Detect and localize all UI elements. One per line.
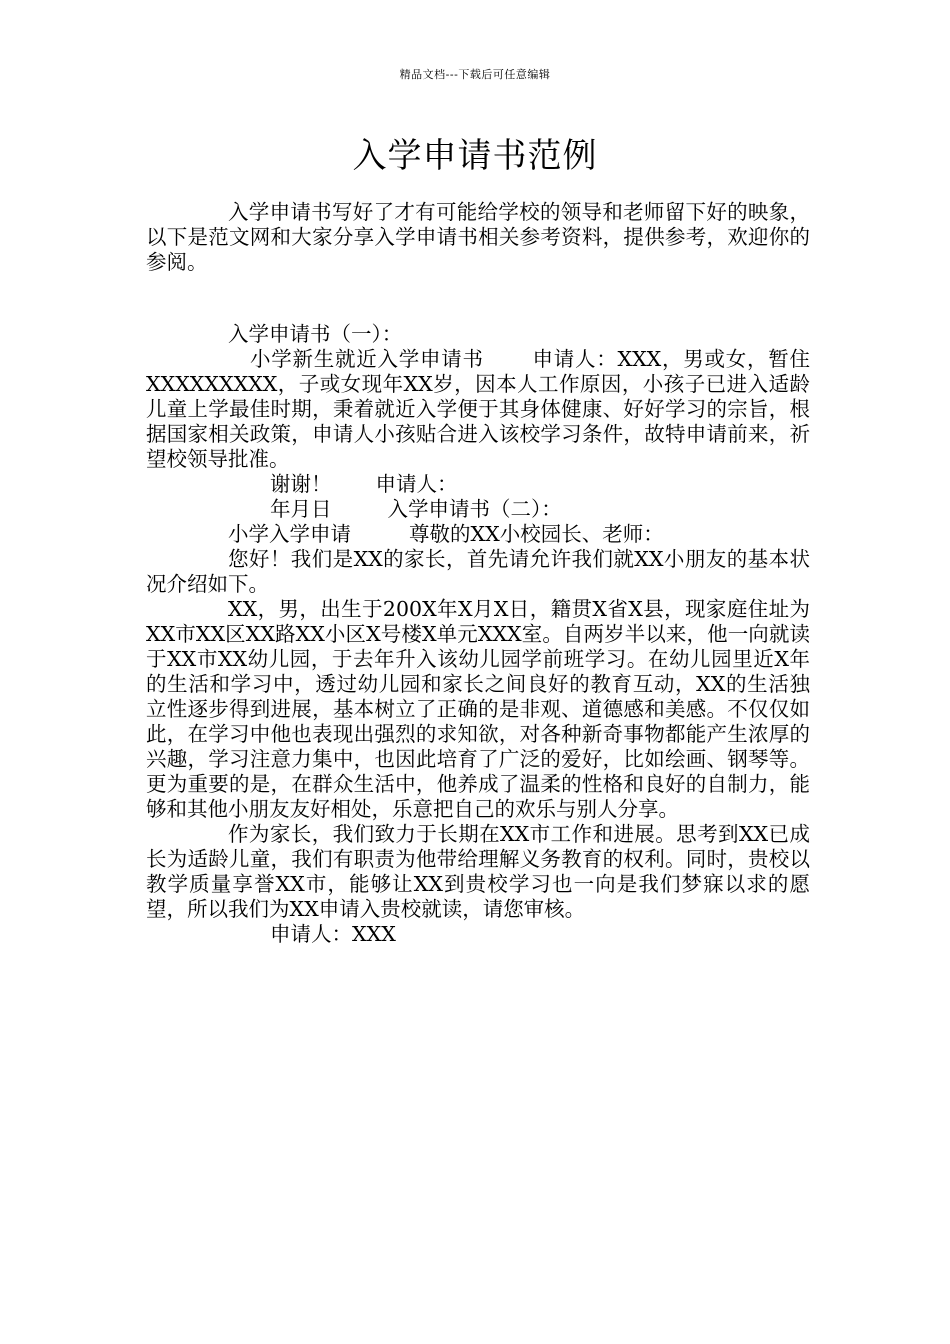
section1-subtitle: 小学新生就近入学申请书 — [250, 347, 484, 371]
section2-salutation: 尊敬的XX小校园长、老师： — [409, 522, 664, 546]
intro-block — [146, 200, 810, 275]
document-body — [146, 322, 810, 947]
section2-paragraph-1: 您好！我们是XX的家长，首先请允许我们就XX小朋友的基本状况介绍如下。 — [146, 547, 810, 596]
section1-heading: 入学申请书（一）： — [228, 322, 403, 346]
section1-signoff — [146, 472, 810, 497]
section2-paragraph-3: 作为家长，我们致力于长期在XX市工作和进展。思考到XX已成长为适龄儿童，我们有职责为他带给理解义务教育的权利。同时，贵校以教学质量享誉XX市，能够让XX到贵校学习也一向是我们梦寐以求的愿望，所以我们为XX申请入贵校就读，请您审核。 — [146, 822, 810, 921]
section1-paragraph — [146, 347, 810, 472]
section2-signature: 申请人：XXX — [270, 922, 396, 946]
header-note: 精品文档---下载后可任意编辑 — [399, 68, 551, 81]
section2-heading: 入学申请书（二）： — [387, 497, 562, 521]
intro-paragraph: 入学申请书写好了才有可能给学校的领导和老师留下好的映象，以下是范文网和大家分享入学申请书相关参考资料，提供参考，欢迎你的参阅。 — [146, 200, 810, 274]
section1-date: 年月日 — [270, 497, 332, 521]
section1-applicant: 申请人： — [375, 472, 458, 496]
section1-thanks: 谢谢！ — [270, 472, 332, 496]
section1-body: 申请人：XXX，男或女，暂住XXXXXXXXX，子或女现年XX岁，因本人工作原因，小孩子已进入适龄儿童上学最佳时期，秉着就近入学便于其身体健康、好好学习的宗旨，根据国家相关政策，申请人小孩贴合进入该校学习条件，故特申请前来，祈望校领导批准。 — [146, 347, 810, 471]
page-title: 入学申请书范例 — [352, 136, 598, 176]
section2-paragraph-2: XX，男，出生于200X年X月X日，籍贯X省X县，现家庭住址为XX市XX区XX路XX小区X号楼X单元XXX室。自两岁半以来，他一向就读于XX市XX幼儿园，于去年升入该幼儿园学前班学习。在幼儿园里近X年的生活和学习中，透过幼儿园和家长之间良好的教育互动，XX的生活独立性逐步得到进展，基本树立了正确的是非观、道德感和美感。不仅仅如此，在学习中他也表现出强烈的求知欲，对各种新奇事物都能产生浓厚的兴趣，学习注意力集中，也因此培育了广泛的爱好，比如绘画、钢琴等。更为重要的是，在群众生活中，他养成了温柔的性格和良好的自制力，能够和其他小朋友友好相处，乐意把自己的欢乐与别人分享。 — [146, 597, 810, 821]
date-line — [146, 497, 810, 522]
section2-title-line — [146, 522, 810, 547]
section2-subtitle: 小学入学申请 — [228, 522, 351, 546]
